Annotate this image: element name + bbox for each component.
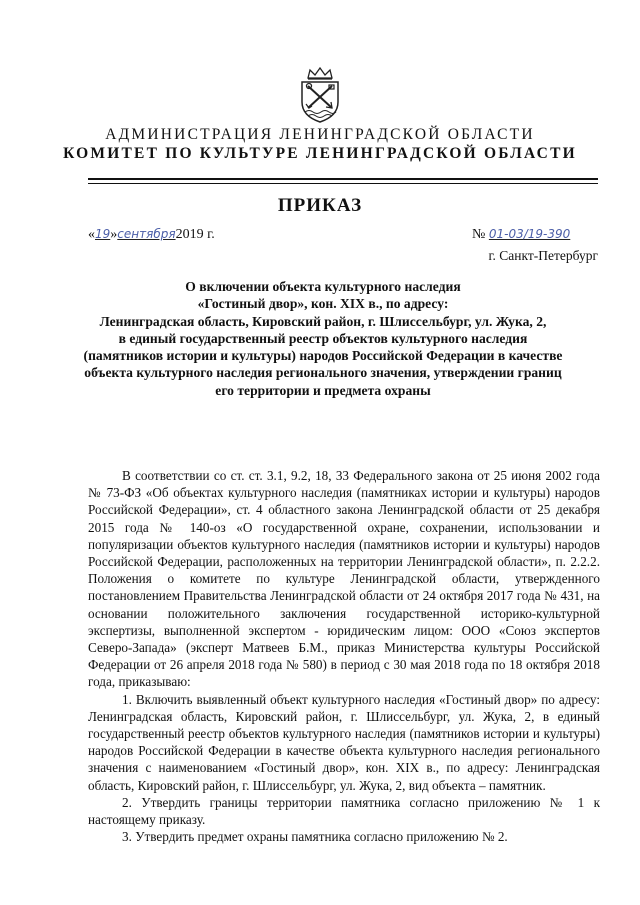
order-body	[88, 467, 600, 845]
order-heading	[58, 278, 588, 399]
order-item-3: 3. Утвердить предмет охраны памятника согласно приложению № 2.	[122, 829, 508, 845]
date-year: 2019 г.	[175, 227, 215, 242]
document-number	[472, 227, 570, 243]
order-item-2: 2. Утвердить границы территории памятника согласно приложению № 1 к настоящему приказу.	[88, 794, 600, 828]
header-rule-thick	[88, 178, 598, 180]
document-city: г. Санкт-Петербург	[488, 248, 598, 263]
date-day: 19	[95, 227, 111, 241]
header-rule-thin	[88, 183, 598, 184]
heading-line: его территории и предмета охраны	[215, 382, 431, 398]
heading-line: Ленинградская область, Кировский район, г. Шлиссельбург, ул. Жука, 2,	[99, 313, 547, 329]
preamble-paragraph: В соответствии со ст. ст. 3.1, 9.2, 18, 33 Федерального закона от 25 июня 2002 года № 73-ФЗ «Об объектах культурного наследия (памятниках истории и культуры) народов Российской Федерации», ст. 4 областного закона Ленинградской области от 25 декабря 2015 года № 140-оз «О государственной охране, сохранении, использовании и популяризации объектов культурного наследия (памятников истории и культуры) народов Российской Федерации, расположенных на территории Ленинградской области», п. 2.2.2. Положения о комитете по культуре Ленинградской области, утвержденного постановлением Правительства Ленинградской области от 24 октября 2017 года № 431, на основании положительного заключения государственной историко-культурной экспертизы, выполненной экспертом - юридическим лицом: ООО «Союз экспертов Северо-Запада» (эксперт Матвеев Б.М., приказ Министерства культуры Российской Федерации от 26 апреля 2018 года № 580) в период с 30 мая 2018 года по 18 октября 2018 года, приказываю:	[88, 468, 600, 690]
number-sign: №	[472, 227, 486, 242]
heading-line: в единый государственный реестр объектов культурного наследия	[118, 330, 528, 346]
coat-of-arms-icon	[296, 66, 344, 124]
date-open-quote: «	[88, 227, 95, 242]
document-date	[88, 227, 215, 243]
document-title: ПРИКАЗ	[277, 195, 363, 216]
date-month: сентября	[117, 227, 176, 241]
heading-line: О включении объекта культурного наследия	[185, 279, 461, 294]
order-item-1: 1. Включить выявленный объект культурного наследия «Гостиный двор» по адресу: Ленинградская область, Кировский район, г. Шлиссельбург, ул. Жука, 2, в единый государственный реестр объектов культурного наследия (памятников истории и культуры) народов Российской Федерации в качестве объекта культурного наследия регионального значения с наименованием «Гостиный двор», кон. XIX в., по адресу: Ленинградская область, Кировский район, г. Шлиссельбург, ул. Жука, 2, вид объекта – памятник.	[88, 691, 600, 793]
heading-line: объекта культурного наследия регионального значения, утверждении границ	[84, 365, 562, 381]
organization-name: АДМИНИСТРАЦИЯ ЛЕНИНГРАДСКОЙ ОБЛАСТИ	[105, 126, 535, 143]
heading-line: «Гостиный двор», кон. XIX в., по адресу:	[197, 296, 449, 312]
heading-line: (памятников истории и культуры) народов Российской Федерации в качестве	[83, 348, 563, 364]
date-close-quote: »	[110, 227, 118, 242]
number-value: 01-03/19-390	[488, 227, 571, 241]
committee-name: КОМИТЕТ ПО КУЛЬТУРЕ ЛЕНИНГРАДСКОЙ ОБЛАСТИ	[63, 145, 577, 162]
